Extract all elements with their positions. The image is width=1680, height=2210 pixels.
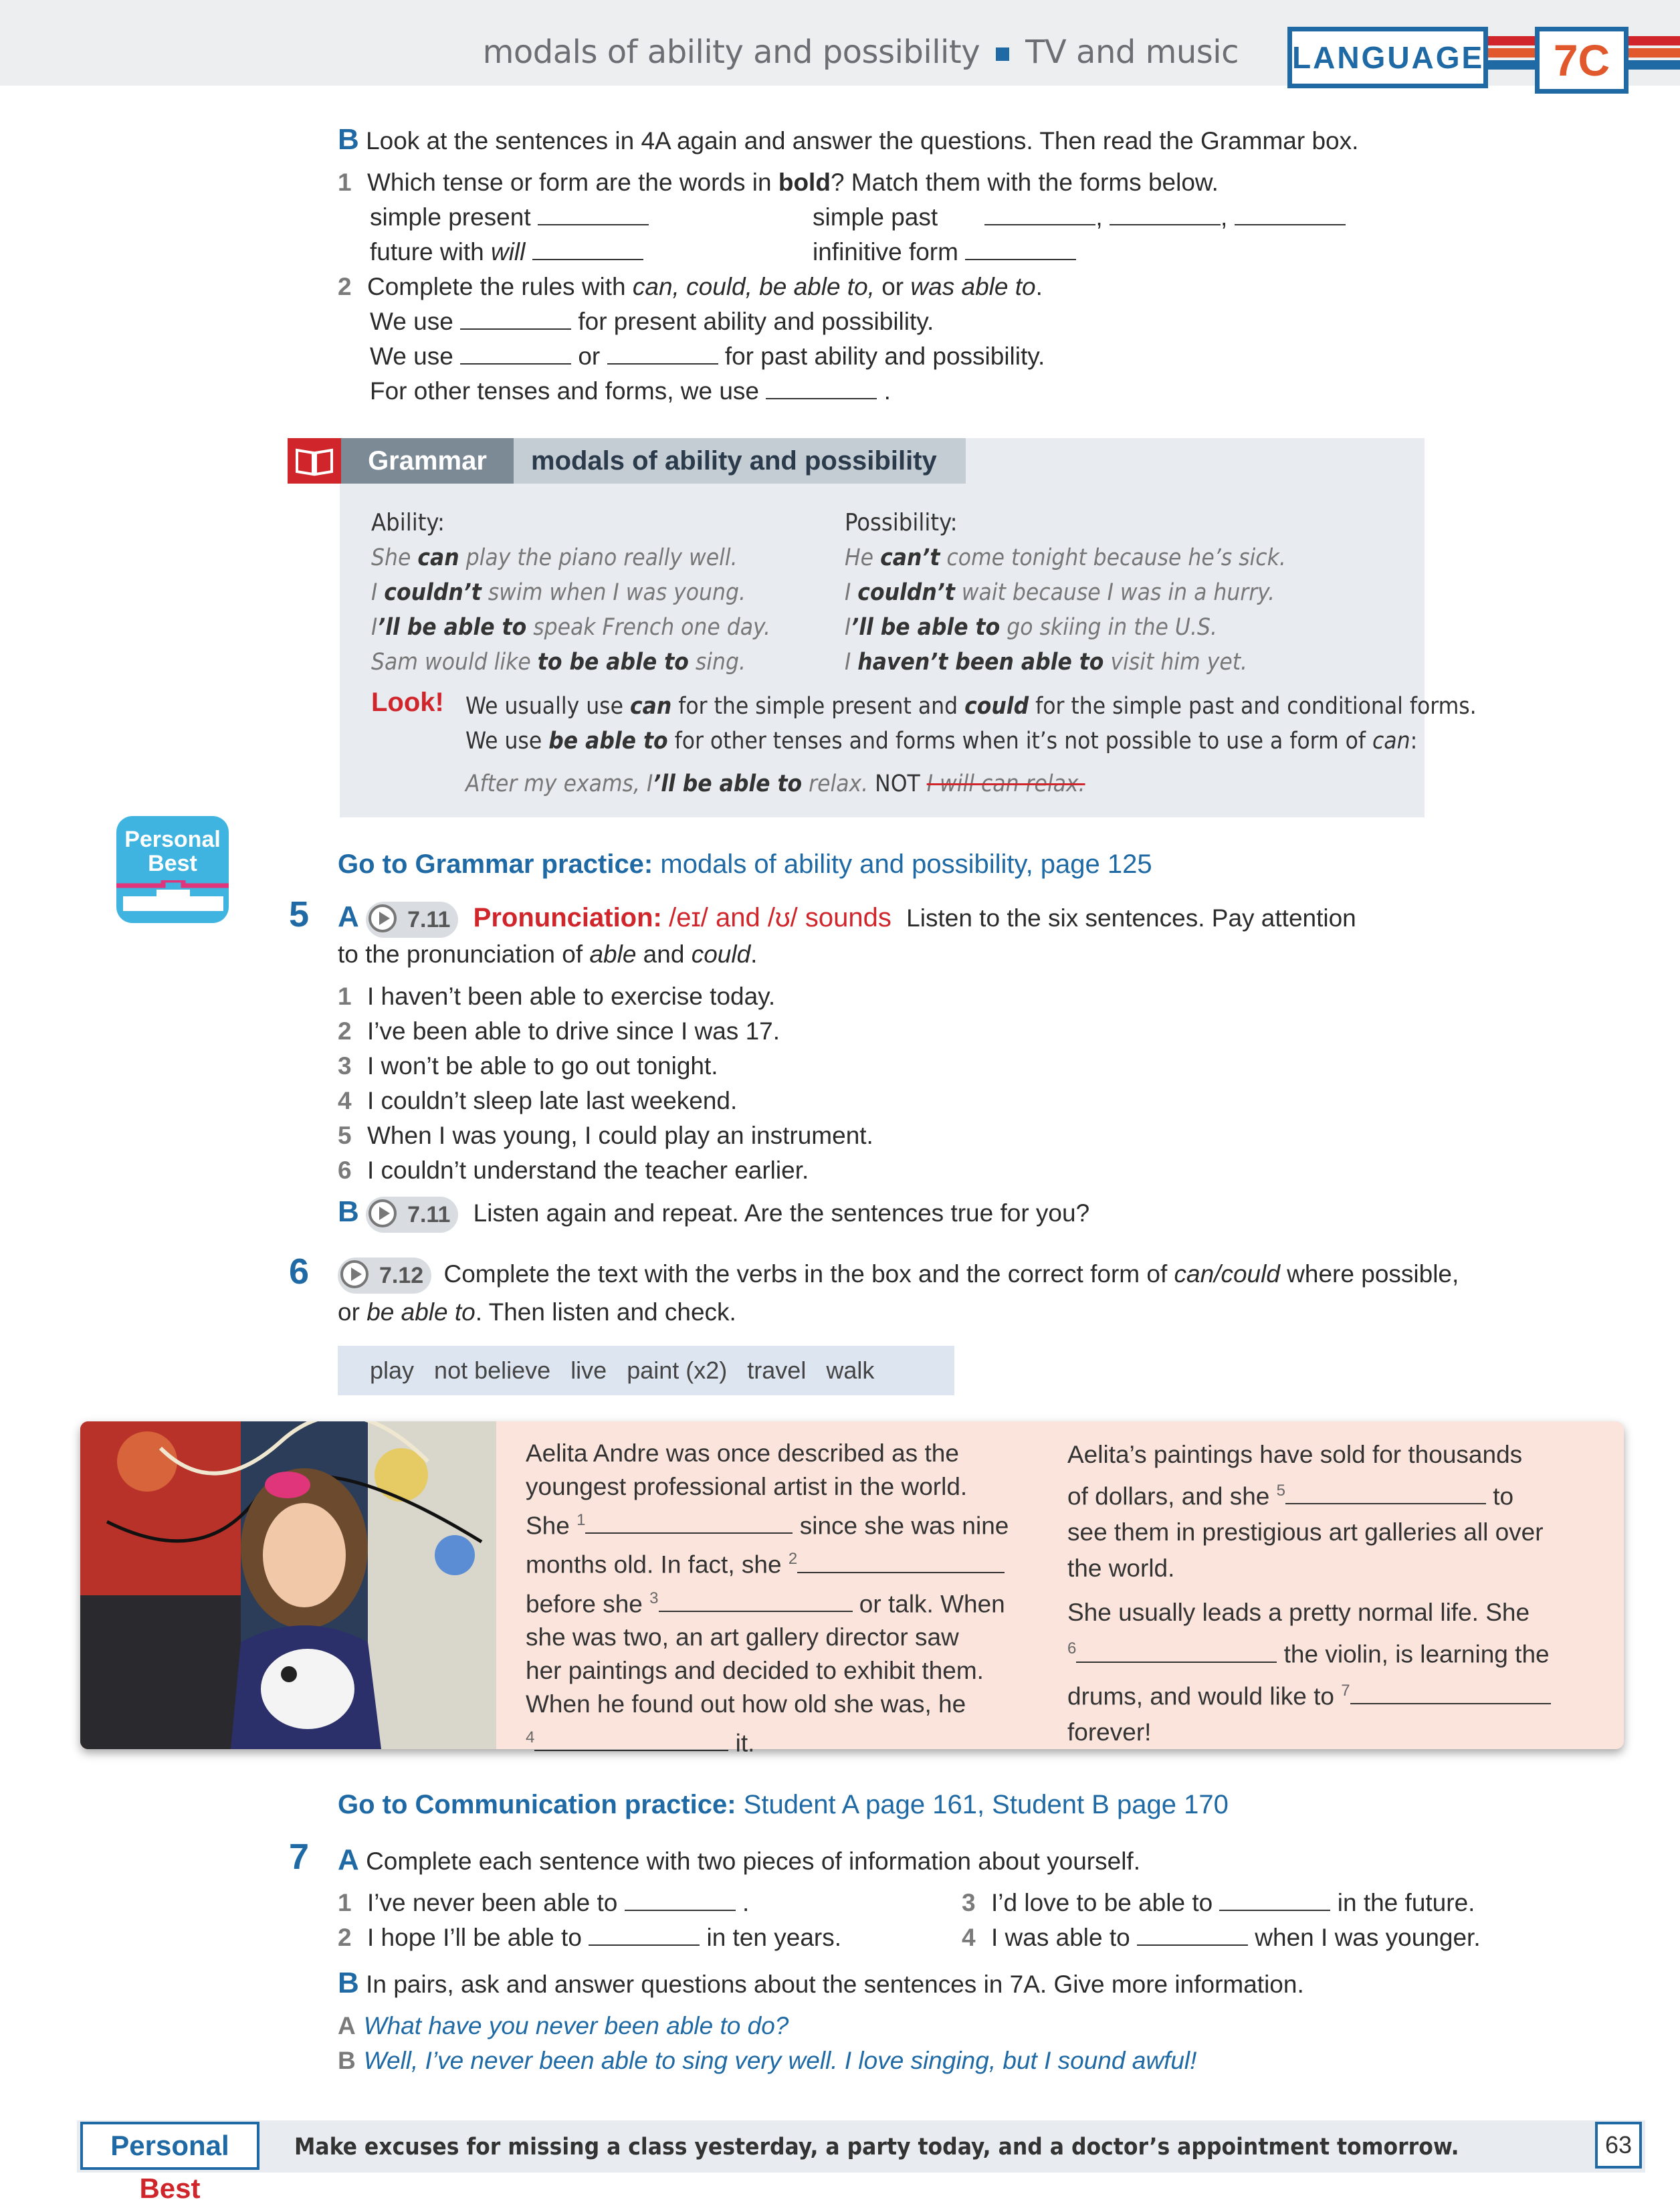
ex7-number: 7 bbox=[289, 1837, 310, 1877]
look-bold: can bbox=[629, 693, 672, 720]
gap-2[interactable] bbox=[797, 1553, 1005, 1573]
item-text: I couldn’t sleep late last weekend. bbox=[367, 1087, 738, 1114]
ex6-line-2 bbox=[338, 1295, 736, 1330]
article-line bbox=[1067, 1631, 1551, 1672]
blank[interactable] bbox=[607, 343, 718, 365]
unit-label: 7C bbox=[1535, 27, 1629, 94]
look-bold: could bbox=[964, 693, 1029, 720]
article-line: she was two, an art gallery director saw bbox=[526, 1623, 959, 1651]
header-topics bbox=[483, 33, 1239, 71]
ex5b-letter: B bbox=[338, 1195, 359, 1228]
item-number: 2 bbox=[338, 1924, 352, 1951]
ex5a-italic: able bbox=[589, 940, 637, 968]
form-simple-past bbox=[813, 200, 1346, 235]
comm-practice-label: Go to Communication practice: bbox=[338, 1790, 736, 1819]
article-text: before she bbox=[526, 1589, 650, 1617]
book-icon-svg bbox=[288, 438, 341, 484]
section-label: LANGUAGE bbox=[1287, 27, 1488, 88]
gap-3[interactable] bbox=[659, 1592, 853, 1612]
look-text: We use bbox=[465, 728, 549, 755]
header-topic-left: modals of ability and possibility bbox=[482, 33, 980, 71]
form-label: future with bbox=[370, 238, 491, 266]
article-text: the violin, is learning the bbox=[1277, 1640, 1550, 1668]
example-text: She bbox=[371, 544, 418, 571]
blank[interactable] bbox=[984, 204, 1095, 225]
item-text: I’ve been able to drive since I was 17. bbox=[367, 1017, 780, 1045]
possibility-example bbox=[845, 540, 1286, 575]
gap-1[interactable] bbox=[585, 1514, 793, 1534]
ex5a-line-2 bbox=[338, 937, 757, 972]
example-text: I bbox=[845, 614, 851, 641]
audio-button[interactable] bbox=[366, 902, 458, 938]
ex5a-italic: could bbox=[691, 940, 751, 968]
girl-painting-image bbox=[80, 1421, 496, 1749]
rule-text: for present ability and possibility. bbox=[578, 308, 934, 335]
blank[interactable] bbox=[625, 1890, 736, 1911]
item-text: I haven’t been able to exercise today. bbox=[367, 983, 776, 1010]
ex6-text: or bbox=[338, 1298, 367, 1326]
blank[interactable] bbox=[589, 1924, 700, 1946]
item-text: I hope I’ll be able to bbox=[367, 1924, 582, 1951]
item-text: I won’t be able to go out tonight. bbox=[367, 1052, 718, 1080]
ex7a-letter: A bbox=[338, 1843, 359, 1876]
dialog-line bbox=[338, 2009, 789, 2043]
header-stripe-red bbox=[1488, 36, 1538, 45]
gap-number: 4 bbox=[526, 1728, 535, 1746]
look-italic: can bbox=[1372, 728, 1410, 755]
possibility-example bbox=[845, 575, 1275, 610]
article-text: months old. In fact, she bbox=[526, 1550, 789, 1579]
example-text: I bbox=[845, 579, 858, 606]
rule-text: for past ability and possibility. bbox=[724, 342, 1045, 370]
article-text: drums, and would like to bbox=[1067, 1682, 1342, 1710]
item-text: When I was young, I could play an instrument. bbox=[367, 1122, 873, 1149]
ex5b-instruction: Listen again and repeat. Are the sentences true for you? bbox=[473, 1199, 1090, 1227]
article-text: She bbox=[526, 1512, 577, 1540]
ex7b-instruction: In pairs, ask and answer questions about the sentences in 7A. Give more information. bbox=[366, 1971, 1304, 1998]
ex7-item bbox=[338, 1920, 841, 1955]
badge-step-icon bbox=[116, 880, 229, 914]
example-bold: ’ll be able to bbox=[377, 614, 527, 641]
form-future-will bbox=[370, 235, 643, 270]
ex6-text: where possible, bbox=[1279, 1260, 1459, 1288]
look-text: for the simple present and bbox=[671, 693, 965, 720]
possibility-heading: Possibility: bbox=[845, 509, 958, 536]
ex6-text: Complete the text with the verbs in the box and the correct form of bbox=[443, 1260, 1174, 1288]
ex5-item bbox=[338, 1084, 737, 1118]
look-label: Look! bbox=[371, 688, 444, 717]
gap-7[interactable] bbox=[1350, 1684, 1551, 1704]
form-label-italic: will bbox=[490, 238, 526, 266]
paragraph-gap bbox=[1067, 1587, 1551, 1595]
example-text: go skiing in the U.S. bbox=[1000, 614, 1217, 641]
example-text: wait because I was in a hurry. bbox=[954, 579, 1275, 606]
play-icon bbox=[340, 1260, 369, 1288]
rule-text: For other tenses and forms, we use bbox=[370, 377, 759, 405]
article-line bbox=[526, 1721, 1009, 1760]
grammar-practice[interactable] bbox=[338, 847, 1152, 882]
blank[interactable] bbox=[1110, 204, 1221, 225]
look-text: for other tenses and forms when it’s not possible to use a form of bbox=[667, 728, 1372, 755]
form-label: simple present bbox=[370, 203, 531, 231]
grammar-practice-label: Go to Grammar practice: bbox=[338, 849, 653, 879]
ex6-italic: be able to bbox=[366, 1298, 476, 1326]
speaker: A bbox=[338, 2012, 356, 2039]
dialog-text: What have you never been able to do? bbox=[363, 2012, 789, 2039]
look-text: We usually use bbox=[465, 693, 630, 720]
article-line bbox=[1067, 1673, 1551, 1714]
ex5a-text: and bbox=[636, 940, 692, 968]
ability-example bbox=[371, 575, 746, 610]
gap-number: 7 bbox=[1341, 1681, 1350, 1700]
ex6-text: . Then listen and check. bbox=[475, 1298, 736, 1326]
play-icon bbox=[369, 1199, 397, 1227]
look-text: : bbox=[1410, 728, 1418, 755]
possibility-example bbox=[845, 610, 1217, 645]
gap-5[interactable] bbox=[1285, 1484, 1486, 1504]
ex4b-instruction bbox=[338, 122, 1358, 159]
rule-text: or bbox=[578, 342, 601, 370]
item-text: when I was younger. bbox=[1255, 1924, 1481, 1951]
gap-number: 3 bbox=[649, 1589, 659, 1607]
ex5a-line-1 bbox=[338, 900, 1356, 938]
article-text: or talk. When bbox=[852, 1589, 1005, 1617]
item-number: 6 bbox=[338, 1157, 352, 1184]
form-infinitive bbox=[813, 235, 1076, 270]
ex5b bbox=[338, 1195, 1089, 1233]
blank[interactable] bbox=[1219, 1890, 1330, 1911]
pronunciation-label: Pronunciation: bbox=[473, 903, 662, 932]
ex4b-q1 bbox=[338, 165, 1219, 200]
audio-track: 7.11 bbox=[407, 907, 451, 933]
article-line: When he found out how old she was, he bbox=[526, 1690, 966, 1718]
badge-line-2: Best bbox=[148, 851, 197, 876]
dialog-line bbox=[338, 2043, 1196, 2078]
item-text: I was able to bbox=[991, 1924, 1130, 1951]
word-box-item: paint (x2) bbox=[627, 1357, 728, 1384]
q1-text-post: ? Match them with the forms below. bbox=[830, 169, 1219, 196]
blank[interactable] bbox=[532, 239, 643, 260]
header-stripe-orange bbox=[1488, 48, 1538, 58]
item-number: 5 bbox=[338, 1122, 352, 1149]
rule-text: We use bbox=[370, 308, 453, 335]
rule-1 bbox=[370, 304, 934, 339]
blank[interactable] bbox=[1235, 204, 1346, 225]
example-bold: couldn’t bbox=[857, 579, 955, 606]
ex4b-letter: B bbox=[338, 123, 359, 156]
example-bold: ’ll be able to bbox=[653, 771, 803, 797]
play-icon bbox=[369, 904, 397, 932]
word-box-item: travel bbox=[747, 1357, 807, 1384]
q2-text: or bbox=[874, 273, 911, 300]
q2-number: 2 bbox=[338, 273, 352, 300]
article-photo bbox=[80, 1421, 496, 1749]
audio-button[interactable] bbox=[338, 1258, 431, 1294]
article-text: it. bbox=[728, 1729, 755, 1757]
article-line: Aelita’s paintings have sold for thousands bbox=[1067, 1441, 1523, 1468]
personal-best-badge bbox=[116, 816, 229, 923]
blank[interactable] bbox=[766, 378, 877, 399]
look-text: for the simple past and conditional forms. bbox=[1029, 693, 1477, 720]
word-box-item: walk bbox=[826, 1357, 875, 1384]
example-bold: couldn’t bbox=[384, 579, 482, 606]
ability-heading: Ability: bbox=[371, 509, 445, 536]
q1-text-pre: Which tense or form are the words in bbox=[367, 169, 778, 196]
example-text: After my exams, I bbox=[465, 771, 653, 797]
ex7a bbox=[338, 1843, 1140, 1879]
ex7b-letter: B bbox=[338, 1967, 359, 1999]
article-line: forever! bbox=[1067, 1718, 1152, 1746]
article-line bbox=[1067, 1473, 1551, 1514]
ex5-item bbox=[338, 1049, 718, 1084]
dialog-text: Well, I’ve never been able to sing very well. I love singing, but I sound awful! bbox=[363, 2047, 1197, 2074]
ex6-italic: can/could bbox=[1174, 1260, 1280, 1288]
grammar-label: Grammar bbox=[341, 438, 514, 484]
example-bold: to be able to bbox=[537, 649, 689, 676]
q2-text: Complete the rules with bbox=[367, 273, 633, 300]
example-bold: can’t bbox=[880, 544, 940, 571]
ex5a-text: . bbox=[750, 940, 758, 968]
ex5a-letter: A bbox=[338, 900, 359, 933]
gap-number: 5 bbox=[1276, 1482, 1285, 1500]
ex5-item bbox=[338, 1118, 873, 1153]
blank[interactable] bbox=[460, 308, 571, 330]
blank[interactable] bbox=[460, 343, 571, 365]
blank[interactable] bbox=[1137, 1924, 1248, 1946]
item-number: 1 bbox=[338, 1889, 352, 1916]
header-stripe-blue bbox=[1488, 60, 1538, 70]
comma: , bbox=[1095, 203, 1103, 231]
ex7-item bbox=[338, 1886, 749, 1920]
item-text: I’d love to be able to bbox=[991, 1889, 1213, 1916]
ability-example bbox=[371, 645, 746, 680]
ex5-number: 5 bbox=[289, 894, 310, 934]
article-line bbox=[526, 1582, 1009, 1621]
article-col-2 bbox=[1067, 1437, 1551, 1750]
gap-6[interactable] bbox=[1076, 1643, 1277, 1663]
example-bold: can bbox=[417, 544, 459, 571]
article-text: since she was nine bbox=[793, 1512, 1009, 1540]
ex4b-q2 bbox=[338, 270, 1043, 304]
rule-2 bbox=[370, 339, 1045, 374]
ex7-item bbox=[962, 1920, 1481, 1955]
pronunciation-sounds: /eɪ/ and /ʊ/ sounds bbox=[669, 903, 891, 932]
comm-practice-link[interactable]: Student A page 161, Student B page 170 bbox=[743, 1790, 1229, 1819]
gap-4[interactable] bbox=[534, 1731, 728, 1751]
header-stripe-end-red bbox=[1629, 36, 1680, 45]
example-text: play the piano really well. bbox=[459, 544, 738, 571]
audio-button[interactable] bbox=[366, 1197, 458, 1233]
item-number: 2 bbox=[338, 1017, 352, 1045]
rule-text: . bbox=[883, 377, 891, 405]
example-text: I bbox=[371, 614, 378, 641]
article-line: the world. bbox=[1067, 1554, 1175, 1583]
grammar-title: modals of ability and possibility bbox=[514, 438, 966, 484]
article-line: She usually leads a pretty normal life. She bbox=[1067, 1599, 1530, 1627]
q2-italic: was able to bbox=[910, 273, 1036, 300]
audio-track: 7.12 bbox=[379, 1263, 424, 1289]
gap-number: 2 bbox=[788, 1550, 798, 1569]
possibility-example bbox=[845, 645, 1247, 680]
word-box-item: play bbox=[370, 1357, 415, 1384]
page-number: 63 bbox=[1595, 2122, 1642, 2169]
example-text: relax. bbox=[802, 771, 869, 797]
ex5a-instruction: Listen to the six sentences. Pay attention bbox=[906, 904, 1356, 932]
gap-number: 1 bbox=[576, 1511, 586, 1529]
item-number: 1 bbox=[338, 983, 352, 1010]
speaker: B bbox=[338, 2047, 356, 2074]
article-text: of dollars, and she bbox=[1067, 1482, 1277, 1510]
article-line bbox=[526, 1504, 1009, 1542]
pb-text-red: Best bbox=[139, 2173, 201, 2204]
ex6-number: 6 bbox=[289, 1251, 310, 1292]
example-text: I bbox=[371, 579, 385, 606]
item-number: 3 bbox=[338, 1052, 352, 1080]
look-bold: be able to bbox=[548, 728, 668, 755]
q2-italic: can, could, be able to, bbox=[632, 273, 875, 300]
example-strike: I will can relax. bbox=[926, 771, 1085, 797]
word-box-item: not believe bbox=[434, 1357, 551, 1384]
word-box bbox=[338, 1346, 954, 1395]
book-icon bbox=[288, 438, 341, 484]
gap-number: 6 bbox=[1067, 1639, 1077, 1658]
header-topic-right: TV and music bbox=[1025, 33, 1239, 71]
q2-text: . bbox=[1035, 273, 1043, 300]
rule-text: We use bbox=[370, 342, 453, 370]
example-text: visit him yet. bbox=[1104, 649, 1248, 676]
rule-3 bbox=[370, 374, 891, 409]
example-text: come tonight because he’s sick. bbox=[940, 544, 1286, 571]
ability-example bbox=[371, 610, 770, 645]
example-text: sing. bbox=[688, 649, 746, 676]
pb-text: Personal bbox=[110, 2130, 229, 2161]
form-label: infinitive form bbox=[813, 238, 958, 266]
item-number: 4 bbox=[962, 1924, 976, 1951]
example-text: He bbox=[845, 544, 881, 571]
article-col-1 bbox=[526, 1437, 1009, 1760]
example-text: I bbox=[845, 649, 858, 676]
blank[interactable] bbox=[538, 204, 649, 225]
example-text: swim when I was young. bbox=[481, 579, 746, 606]
header-stripe-end-blue bbox=[1629, 60, 1680, 70]
ex7-item bbox=[962, 1886, 1475, 1920]
header-square-icon bbox=[996, 47, 1009, 61]
item-text: I couldn’t understand the teacher earlier. bbox=[367, 1157, 809, 1184]
article-line: see them in prestigious art galleries all over bbox=[1067, 1518, 1544, 1546]
article-text: to bbox=[1486, 1482, 1514, 1510]
article-line bbox=[526, 1542, 1009, 1581]
communication-practice[interactable] bbox=[338, 1787, 1229, 1822]
item-text: . bbox=[742, 1889, 750, 1916]
ability-example bbox=[371, 540, 738, 575]
footer-task: Make excuses for missing a class yesterday, a party today, and a doctor’s appointment tomorrow. bbox=[294, 2134, 1459, 2161]
example-text: speak French one day. bbox=[526, 614, 770, 641]
ex4b-instruction-text: Look at the sentences in 4A again and answer the questions. Then read the Grammar box. bbox=[366, 127, 1359, 155]
look-line-1 bbox=[465, 689, 1477, 724]
blank[interactable] bbox=[965, 239, 1076, 260]
ex5-item bbox=[338, 979, 775, 1014]
article-line: Aelita Andre was once described as the bbox=[526, 1439, 959, 1467]
look-example bbox=[465, 767, 1085, 801]
item-text: in ten years. bbox=[706, 1924, 842, 1951]
article-line: her paintings and decided to exhibit them. bbox=[526, 1656, 984, 1684]
example-text: Sam would like bbox=[371, 649, 538, 676]
header-stripe-end-orange bbox=[1629, 48, 1680, 58]
item-number: 4 bbox=[338, 1087, 352, 1114]
q1-number: 1 bbox=[338, 169, 352, 196]
grammar-practice-link[interactable]: modals of ability and possibility, page 125 bbox=[660, 849, 1152, 879]
item-text: in the future. bbox=[1337, 1889, 1475, 1916]
audio-track: 7.11 bbox=[407, 1202, 451, 1228]
item-text: I’ve never been able to bbox=[367, 1889, 618, 1916]
item-number: 3 bbox=[962, 1889, 976, 1916]
form-label: simple past bbox=[813, 203, 938, 231]
ex7a-instruction: Complete each sentence with two pieces of information about yourself. bbox=[366, 1847, 1140, 1875]
badge-line-1: Personal bbox=[124, 827, 221, 852]
ex6-line-1 bbox=[338, 1257, 1459, 1294]
ex5a-text: to the pronunciation of bbox=[338, 940, 590, 968]
example-not: NOT bbox=[868, 771, 927, 797]
ex5-item bbox=[338, 1153, 809, 1188]
personal-best-footer bbox=[80, 2122, 259, 2204]
ex7b bbox=[338, 1966, 1304, 2002]
ex5-item bbox=[338, 1014, 780, 1049]
article-line: youngest professional artist in the world. bbox=[526, 1473, 968, 1500]
example-bold: haven’t been able to bbox=[857, 649, 1104, 676]
comma: , bbox=[1220, 203, 1228, 231]
form-simple-present bbox=[370, 200, 649, 235]
q1-text-bold: bold bbox=[778, 169, 831, 196]
example-bold: ’ll be able to bbox=[851, 614, 1001, 641]
word-box-item: live bbox=[570, 1357, 607, 1384]
look-line-2 bbox=[465, 724, 1417, 759]
